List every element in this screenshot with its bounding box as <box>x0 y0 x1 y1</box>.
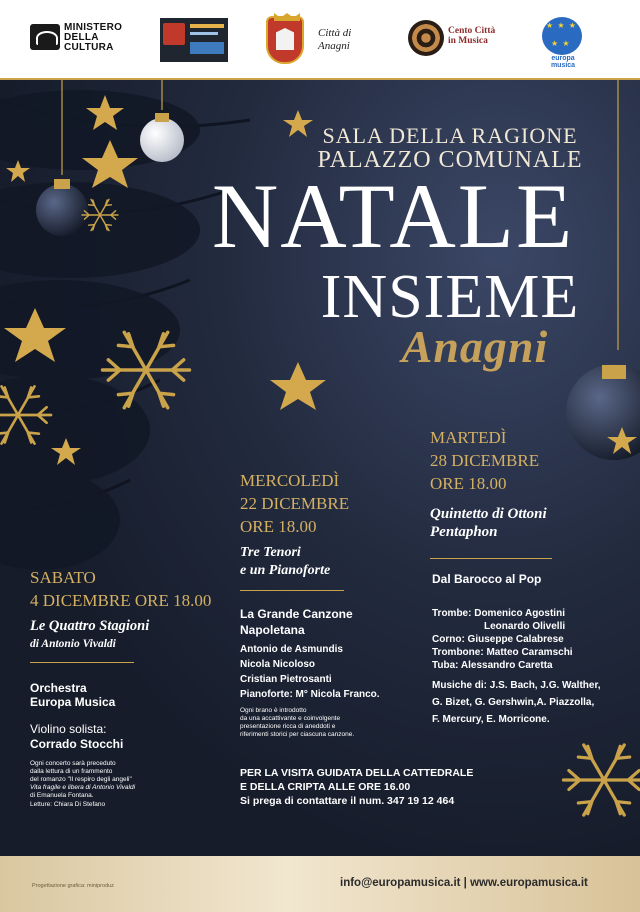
spiral-icon <box>408 20 444 56</box>
performer-2: Nicola Nicoloso <box>240 659 316 670</box>
orchestra-line-2: Europa Musica <box>30 695 116 709</box>
left-note-5: di Emanuela Fontana. <box>30 792 94 799</box>
ministero-emblem-icon <box>30 24 60 50</box>
orchestra-line: Orchestra <box>30 681 87 695</box>
event-left-performance: Le Quattro Stagioni <box>30 618 150 634</box>
divider <box>30 662 134 663</box>
center-note-2: da una accattivante e coinvolgente <box>240 715 341 722</box>
anagni-crest-icon <box>266 16 304 64</box>
citta-anagni-logo <box>266 14 376 64</box>
center-note-4: riferimenti storici per ciascuna canzone. <box>240 731 355 738</box>
event-right-performance: Quintetto di Ottoni <box>430 506 547 522</box>
divider <box>240 590 344 591</box>
soloist-role: Violino solista: <box>30 722 107 736</box>
event-center-day: MERCOLEDÌ <box>240 471 340 490</box>
regione-lazio-logo <box>160 18 228 62</box>
pianist: Pianoforte: M° Nicola Franco. <box>240 689 380 700</box>
footer-credit: Progettazione grafica: miniproduz <box>32 883 114 889</box>
event-center-date: 22 DICEMBRE <box>240 494 350 513</box>
center-note-1: Ogni brano è introdotto <box>240 707 307 714</box>
venue-building: PALAZZO COMUNALE <box>317 147 583 173</box>
logo-bar <box>0 0 640 80</box>
event-center-program-2: Napoletana <box>240 623 305 637</box>
left-reader: Letture: Chiara Di Stefano <box>30 801 106 808</box>
visit-info-line-2: E DELLA CRIPTA ALLE ORE 16.00 <box>240 781 411 793</box>
center-note-3: presentazione ricca di aneddoti e <box>240 723 336 730</box>
event-left-day: SABATO <box>30 568 96 587</box>
event-right-day: MARTEDÌ <box>430 428 507 447</box>
performer-1: Antonio de Asmundis <box>240 644 343 655</box>
cento-citta-musica-logo <box>408 14 508 64</box>
event-right-program: Dal Barocco al Pop <box>432 572 542 586</box>
event-center-performance-2: e un Pianoforte <box>240 563 331 578</box>
event-right-time: ORE 18.00 <box>430 474 507 493</box>
event-center-performance: Tre Tenori <box>240 545 301 560</box>
event-center-program: La Grande Canzone <box>240 607 353 621</box>
visit-info-line-1: PER LA VISITA GUIDATA DELLA CATTEDRALE <box>240 767 474 779</box>
europa-logo-text: europa musica <box>550 55 576 69</box>
soloist-name: Corrado Stocchi <box>30 737 124 751</box>
ministero-cultura-logo <box>30 14 138 64</box>
citta-musica-logo-text: Cento Città in Musica <box>448 26 496 46</box>
event-title-insieme: INSIEME <box>320 263 580 331</box>
music-line-2: G. Bizet, G. Gershwin,A. Piazzolla, <box>432 697 595 708</box>
ministero-logo-text: MINISTERO DELLA CULTURA <box>64 22 123 53</box>
left-note-4: Vita fragile e libera di Antonio Vivaldi <box>30 784 136 791</box>
event-title-anagni: Anagni <box>401 321 549 372</box>
corno-line: Corno: Giuseppe Calabrese <box>432 634 564 645</box>
left-note-3: del romanzo "Il respiro degli angeli" <box>30 776 132 783</box>
footer-contact[interactable]: info@europamusica.it | www.europamusica.it <box>340 877 588 889</box>
europa-stars-icon <box>542 17 582 55</box>
venue-name: SALA DELLA RAGIONE <box>322 123 578 148</box>
event-left-date: 4 DICEMBRE ORE 18.00 <box>30 591 212 610</box>
tuba-line: Tuba: Alessandro Caretta <box>432 660 553 671</box>
event-right-ensemble: Pentaphon <box>430 524 498 540</box>
left-note-1: Ogni concerto sarà preceduto <box>30 760 116 767</box>
event-center-time: ORE 18.00 <box>240 517 317 536</box>
music-line-1: Musiche di: J.S. Bach, J.G. Walther, <box>432 680 601 691</box>
trombe-line-2: Leonardo Olivelli <box>484 621 566 632</box>
performer-3: Cristian Pietrosanti <box>240 674 332 685</box>
visit-info-line-3: Si prega di contattare il num. 347 19 12 464 <box>240 795 455 807</box>
trombe-line: Trombe: Domenico Agostini <box>432 608 565 619</box>
event-right-date: 28 DICEMBRE <box>430 451 540 470</box>
divider <box>430 558 552 559</box>
europa-musica-logo <box>540 14 586 69</box>
footer <box>0 856 640 912</box>
anagni-logo-text: Città di Anagni <box>318 27 352 52</box>
left-note-2: dalla lettura di un frammento <box>30 768 113 775</box>
event-title-natale: NATALE <box>211 165 575 267</box>
music-line-3: F. Mercury, E. Morricone. <box>432 714 550 725</box>
trombone-line: Trombone: Matteo Caramschi <box>432 647 573 658</box>
event-left-composer: di Antonio Vivaldi <box>30 638 116 650</box>
